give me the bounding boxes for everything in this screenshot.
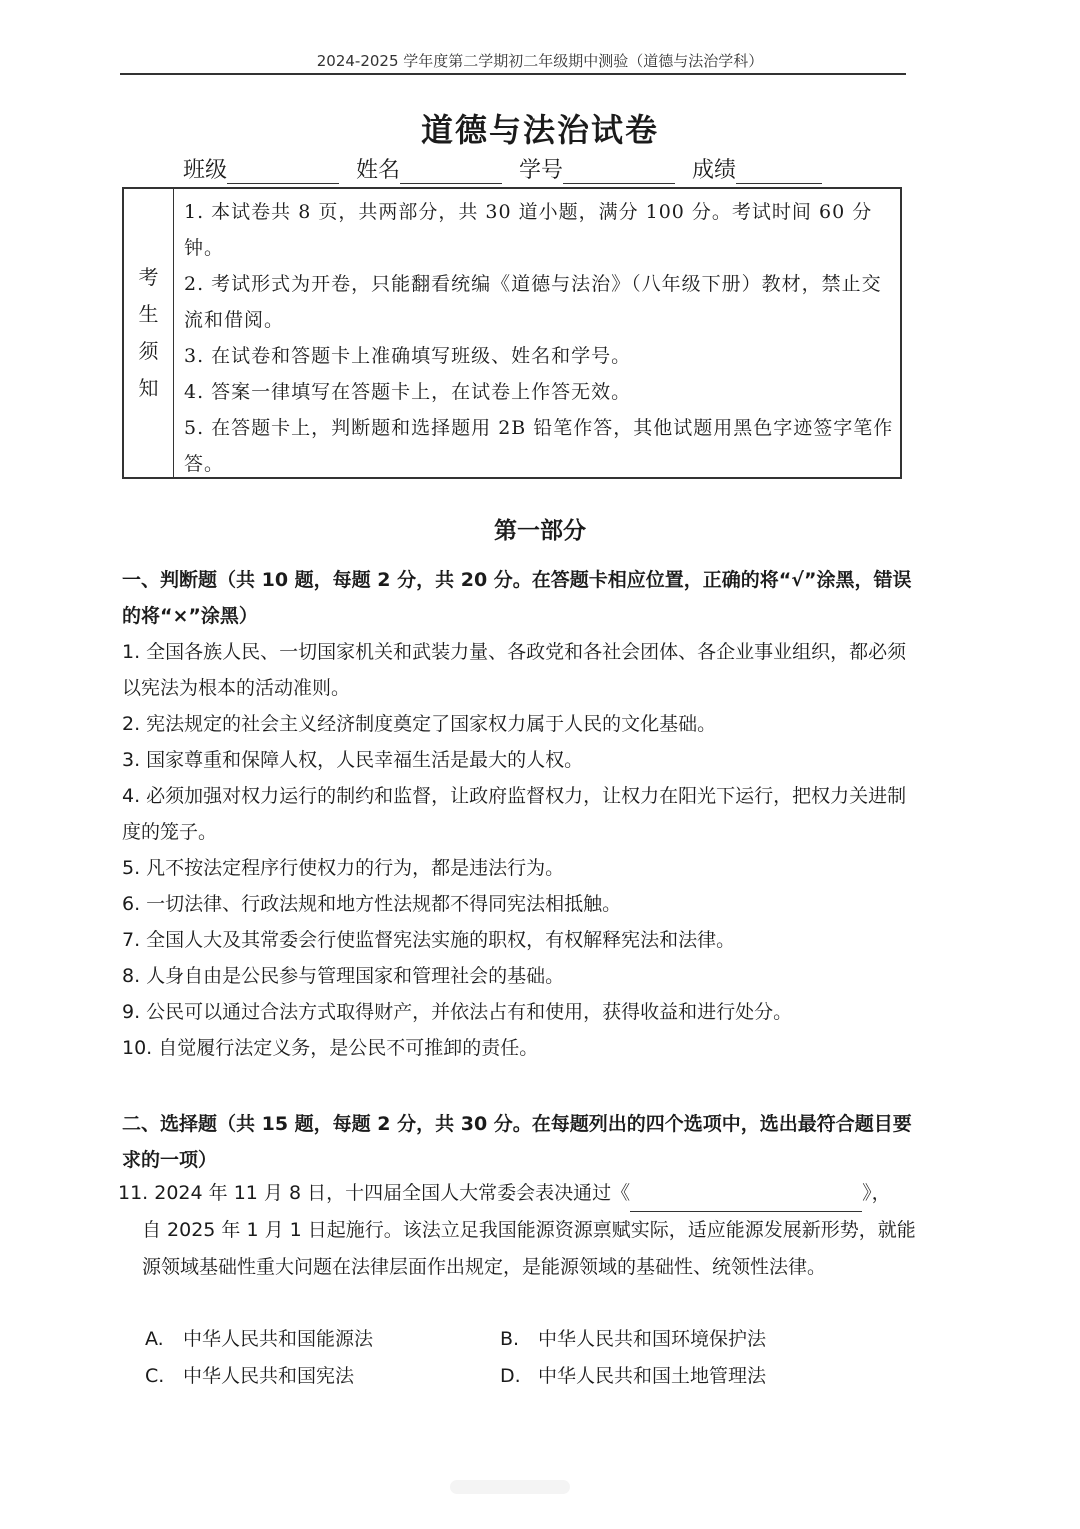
multiple-choice-section — [122, 1106, 912, 1178]
id-blank[interactable] — [563, 159, 675, 184]
section-heading: 二、选择题（共 15 题，每题 2 分，共 30 分。在每题列出的四个选项中，选出最符合题目要求的一项） — [122, 1113, 912, 1171]
section-heading: 一、判断题（共 10 题，每题 2 分，共 20 分。在答题卡相应位置，正确的将“√”涂黑，错误的将“×”涂黑） — [122, 569, 912, 627]
question-item: 7. 全国人大及其常委会行使监督宪法实施的职权，有权解释宪法和法律。 — [122, 929, 736, 951]
notice-item: 1. 本试卷共 8 页，共两部分，共 30 道小题，满分 100 分。考试时间 60 分钟。 — [184, 201, 873, 259]
class-label: 班级 — [183, 158, 228, 183]
question-11 — [118, 1175, 918, 1286]
question-11-blank[interactable] — [630, 1189, 862, 1212]
option-a[interactable] — [145, 1321, 500, 1358]
notice-item: 4. 答案一律填写在答题卡上，在试卷上作答无效。 — [184, 381, 632, 403]
question-item: 9. 公民可以通过合法方式取得财产，并依法占有和使用，获得收益和进行处分。 — [122, 1001, 793, 1023]
option-b[interactable] — [500, 1321, 855, 1358]
exam-header: 2024-2025 学年度第二学期初二年级期中测验（道德与法治学科） — [316, 52, 764, 70]
student-info-fields — [183, 153, 883, 184]
part-one-title: 第一部分 — [494, 518, 586, 544]
score-blank[interactable] — [736, 159, 822, 184]
option-letter: C. — [145, 1365, 165, 1387]
name-blank[interactable] — [400, 159, 502, 184]
score-label: 成绩 — [692, 158, 737, 183]
class-blank[interactable] — [227, 159, 339, 184]
question-item: 8. 人身自由是公民参与管理国家和管理社会的基础。 — [122, 965, 565, 987]
question-11-stem — [118, 1175, 918, 1212]
question-11-stem-mid: 》， — [862, 1182, 891, 1204]
id-label: 学号 — [519, 158, 564, 183]
exam-notice-box — [122, 187, 902, 479]
options-row — [145, 1321, 885, 1358]
option-text: 中华人民共和国土地管理法 — [538, 1365, 767, 1387]
question-11-stem-rest: 自 2025 年 1 月 1 日起施行。该法立足我国能源资源禀赋实际，适应能源发展新形势，就能源领域基础性重大问题在法律层面作出规定，是能源领域的基础性、统领性法律。 — [142, 1219, 916, 1278]
question-item: 10. 自觉履行法定义务，是公民不可推卸的责任。 — [122, 1037, 539, 1059]
option-c[interactable] — [145, 1358, 500, 1395]
question-item: 6. 一切法律、行政法规和地方性法规都不得同宪法相抵触。 — [122, 893, 622, 915]
exam-title: 道德与法治试卷 — [420, 111, 659, 149]
header-divider — [120, 73, 906, 75]
notice-item: 3. 在试卷和答题卡上准确填写班级、姓名和学号。 — [184, 345, 632, 367]
notice-item: 5. 在答题卡上，判断题和选择题用 2B 铅笔作答，其他试题用黑色字迹签字笔作答。 — [184, 417, 894, 475]
notice-items — [184, 194, 896, 482]
options-row — [145, 1358, 885, 1395]
notice-item: 2. 考试形式为开卷，只能翻看统编《道德与法治》（八年级下册）教材，禁止交流和借阅。 — [184, 273, 882, 331]
question-item: 5. 凡不按法定程序行使权力的行为，都是违法行为。 — [122, 857, 565, 879]
true-false-section — [122, 562, 912, 1066]
question-item: 4. 必须加强对权力运行的制约和监督，让政府监督权力，让权力在阳光下运行，把权力关进制度的笼子。 — [122, 785, 907, 843]
question-item: 2. 宪法规定的社会主义经济制度奠定了国家权力属于人民的文化基础。 — [122, 713, 717, 735]
option-text: 中华人民共和国宪法 — [183, 1365, 355, 1387]
question-11-stem-start: 11. 2024 年 11 月 8 日，十四届全国人大常委会表决通过《 — [118, 1182, 631, 1204]
notice-side-char: 生 — [138, 302, 159, 326]
question-item: 1. 全国各族人民、一切国家机关和武装力量、各政党和各社会团体、各企业事业组织，都必须以宪法为根本的活动准则。 — [122, 641, 907, 699]
notice-side-label — [124, 189, 174, 477]
scan-watermark — [450, 1480, 570, 1494]
option-d[interactable] — [500, 1358, 855, 1395]
notice-side-char: 知 — [138, 376, 159, 400]
option-text: 中华人民共和国环境保护法 — [538, 1328, 767, 1350]
name-label: 姓名 — [356, 158, 401, 183]
notice-side-char: 考 — [138, 265, 159, 289]
question-item: 3. 国家尊重和保障人权，人民幸福生活是最大的人权。 — [122, 749, 584, 771]
option-letter: D. — [500, 1365, 521, 1387]
option-text: 中华人民共和国能源法 — [183, 1328, 374, 1350]
question-11-options — [145, 1321, 885, 1395]
option-letter: A. — [145, 1328, 164, 1350]
notice-side-char: 须 — [138, 339, 159, 363]
option-letter: B. — [500, 1328, 520, 1350]
